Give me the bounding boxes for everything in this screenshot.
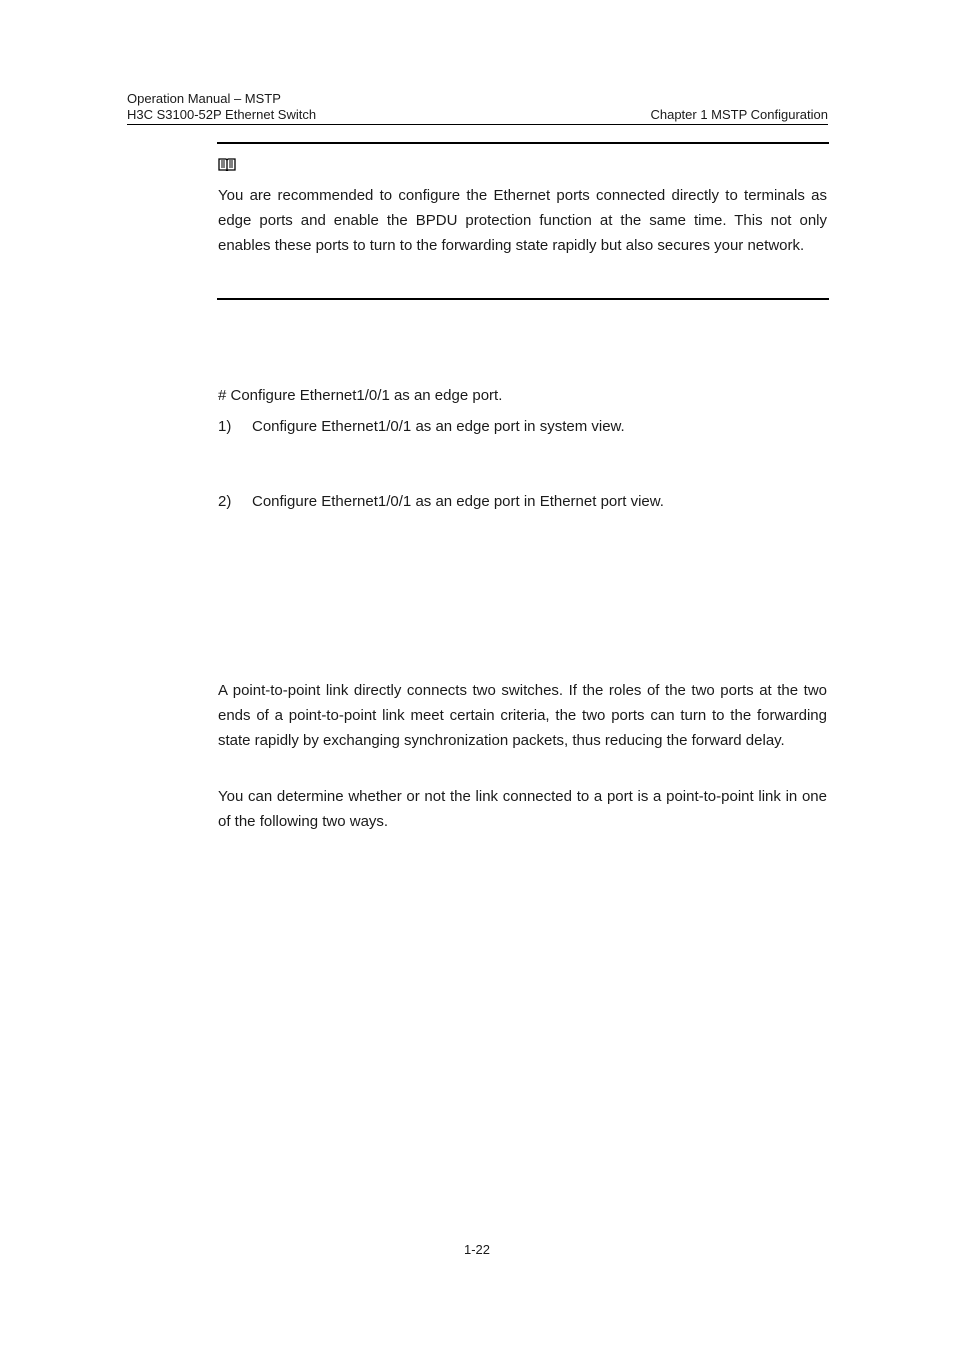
list-item-text: Configure Ethernet1/0/1 as an edge port in system view. [252,418,625,435]
paragraph-determine-link: You can determine whether or not the link connected to a port is a point-to-point link in one of the following two ways. [218,788,827,830]
note-top-rule [217,142,829,144]
page-number: 1-22 [463,1242,491,1257]
note-bottom-rule [217,298,829,300]
manual-title: Operation Manual – MSTP [127,91,281,106]
chapter-title: Chapter 1 MSTP Configuration [650,107,828,122]
example-intro: # Configure Ethernet1/0/1 as an edge port. [218,387,503,404]
header-divider [127,124,828,125]
book-icon [218,157,236,171]
list-item-text: Configure Ethernet1/0/1 as an edge port in Ethernet port view. [252,493,664,510]
note-text: You are recommended to configure the Ethernet ports connected directly to terminals as edge ports and enable the BPDU protection function at the same time. This not only enables these ports to turn to the forwarding state rapidly but also secures your network. [218,187,827,254]
list-item-number: 2) [218,493,232,510]
product-name: H3C S3100-52P Ethernet Switch [127,107,317,122]
running-header-left [127,91,316,123]
list-item-number: 1) [218,418,232,435]
paragraph-point-to-point: A point-to-point link directly connects two switches. If the roles of the two ports at the two ends of a point-to-point link meet certain criteria, the two ports can turn to the forwarding state rapidly by exchanging synchronization packets, thus reducing the forward delay. [218,682,827,749]
